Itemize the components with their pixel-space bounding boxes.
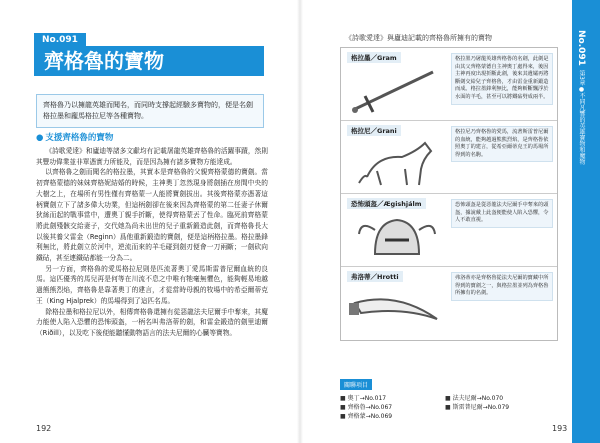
page-number-right: 193 xyxy=(552,424,568,433)
horse-illustration xyxy=(347,137,445,189)
treasure-row xyxy=(341,121,557,194)
helmet-illustration xyxy=(347,210,445,262)
paragraph: 除格拉墨和格拉尼以外，相傳齊格魯還擁有從惡龍法夫尼爾手中奪來，其魔力能使人陷入恐懼的恐怖頭盔，一柄名叫弗洛蒂的劍，和雷金鍛造的劍里迪爾（Riðill），以及吃下後便能聽懂動物語言的法夫尼爾的心臟等寶物。 xyxy=(36,307,268,337)
treasure-name: 格拉墨／Gram xyxy=(347,52,401,63)
treasure-diagram xyxy=(340,47,558,341)
page-title: 齊格魯的寶物 xyxy=(34,46,264,76)
intro-box: 齊格魯乃以擁龍英雄而聞名，而同時支撐起經驗多寶物的，便是名劍格拉墨和龐馬格拉尼等各種寶物。 xyxy=(36,94,264,128)
side-description: 第3章●不同凡響的英雄寶物和魔物 xyxy=(578,70,585,165)
paragraph: 《詩歌愛達》和廬迪等諸多文獻均有記載屠龍英雄齊格魯的活躍事蹟，然則其豐功偉業並非單憑實力所能及，而是因為擁有諸多寶物方能達成。 xyxy=(36,147,268,166)
page-number-left: 192 xyxy=(36,424,52,433)
treasure-name: 格拉尼／Grani xyxy=(347,125,401,136)
related-link[interactable]: ■ 奧丁→No.017 xyxy=(340,394,445,403)
side-tab xyxy=(572,0,600,443)
treasure-name: 恐怖頭盔／Ægishjálm xyxy=(347,198,426,209)
treasure-row xyxy=(341,267,557,339)
treasure-description: 恐怖頭盔是從惡龍法夫尼爾手中奪來的頭盔，據說戴上此盔便能使人陷入恐懼，令人不敢直視。 xyxy=(451,199,553,228)
scimitar-illustration xyxy=(347,283,445,335)
paragraph: 另一方面，齊格魯的愛馬格拉尼則是匹流著奧丁愛馬斯雷普尼爾血統的良馬。這匹優秀的馬兒再是何等在川流不息之中唯有牠毫無懼色，能夠輕易地越過熊熊烈焰，齊格魯是靠著奧丁的建言，才從當時母親的牧場中的希亞爾蒂克王（King Hjalprek）的馬場得到了這匹名馬。 xyxy=(36,264,268,305)
related-label: 關聯項目 xyxy=(340,379,372,390)
treasure-row xyxy=(341,48,557,121)
side-number: No.091 xyxy=(576,30,586,66)
sword-illustration xyxy=(347,64,445,116)
related-items xyxy=(340,372,556,421)
entry-number: No.091 xyxy=(34,33,86,47)
related-link[interactable]: ■ 齊格魯→No.067 xyxy=(340,403,445,412)
book-gutter xyxy=(297,0,303,443)
related-link[interactable]: ■ 斯雷普尼爾→No.079 xyxy=(445,403,550,412)
related-list xyxy=(340,394,556,421)
treasure-row xyxy=(341,194,557,267)
paragraph: 以齊格魯之劍而聞名的格拉墨，其實本是齊格魯的父親齊格蒙德的寶劍。當初齊格蒙德的妹妹齊格妮結婚的時候，主神奧丁忽然現身將劍插在房間中央的大樹之上，在場所有男性僅有齊格蒙一人能將寶劍拔出。其後齊格蒙亦憑著這柄寶劍立下了諸多偉大功業，但這柄劍卻在後來因為齊格蒙的第二任妻子休爾狄絲而起的戰事當中，遭奧丁親手折斷，使得齊格蒙丟了性命。臨死前齊格蒙將此劍殘骸交給妻子，交代她為尚未出世的兒子重新鍛造此劍，而齊格魯長大以後其養父雷金（Reginn）爲他重新鍛造的寶劍，便是這柄格拉墨。格拉墨鋒利無比，將此劍立於河中，逆流而來的羊毛碰到劍刃便會一刀兩斷；一劍砍向鐵砧，甚至連鐵砧都能一分為二。 xyxy=(36,168,268,263)
diagram-title: 《詩歌愛達》與廬迪記載的齊格魯所擁有的寶物 xyxy=(345,34,492,42)
related-link[interactable]: ■ 齊格蒙→No.069 xyxy=(340,412,445,421)
section-heading: ● 支援齊格魯的寶物 xyxy=(36,131,113,143)
treasure-name: 弗洛蒂／Hrotti xyxy=(347,271,403,282)
related-link[interactable]: ■ 法夫尼爾→No.070 xyxy=(445,394,550,403)
treasure-description: 格拉墨乃屠龍英雄齊格魯的名劍，此劍是由其父齊格蒙德自主神奧丁處得來，後因主神再度出現折斷此劍，後來其遺孀再將斷劍交給兒子齊格魯，才由雷金重新鍛造而成。格拉墨鋒利無比，能夠斬斷飄浮於水面的羊毛，甚至可以將鐵砧劈成兩半。 xyxy=(451,53,553,105)
treasure-description: 弗洛蒂亦是齊格魯從法夫尼爾的寶藏中所得到的寶劍之一，與格拉墨並列為齊格魯所擁有的名劍。 xyxy=(451,272,553,301)
treasure-description: 格拉尼乃齊格魯的愛馬，流著斯雷普尼爾的血統，能夠越過熊熊烈焰，是齊格魯依照奧丁的建言，從希亞爾蒂克王的馬場所得到的名駒。 xyxy=(451,126,553,162)
chapter-header xyxy=(34,33,264,73)
body-text xyxy=(36,146,268,339)
